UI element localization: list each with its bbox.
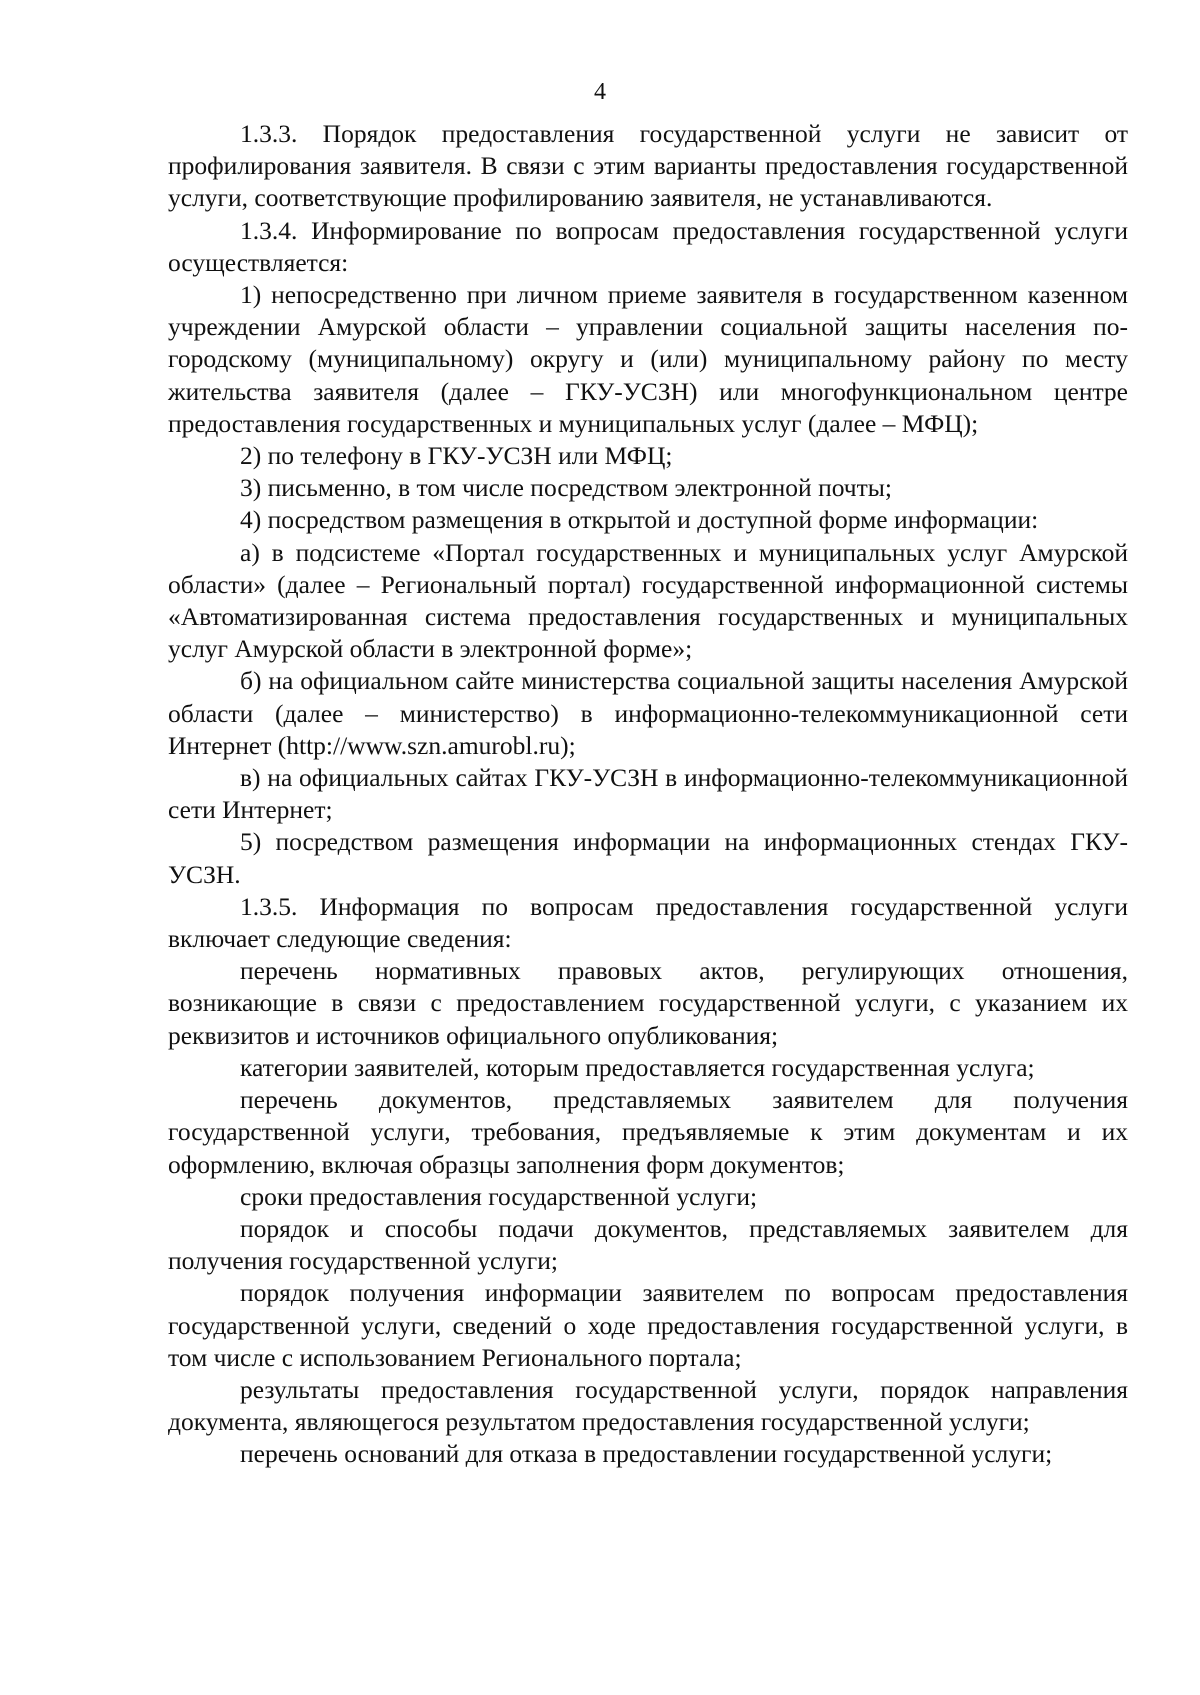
list-item-1: 1) непосредственно при личном приеме заявителя в государственном казенном учреждении Амурской области – управлении социальной защиты населения по-городскому (муниципальному) округу и (или) муниципальному району по месту жительства заявителя (далее – ГКУ-УСЗН) или многофункциональном центре предоставления государственных и муниципальных услуг (далее – МФЦ); xyxy=(168,280,1128,438)
document-body xyxy=(168,118,1128,1471)
list-item-4a: а) в подсистеме «Портал государственных и муниципальных услуг Амурской области» (далее – Региональный портал) государственной информационной системы «Автоматизированная система предоставления государственных и муниципальных услуг Амурской области в электронной форме»; xyxy=(168,537,1128,664)
info-item-results: результаты предоставления государственной услуги, порядок направления документа, являющегося результатом предоставления государственной услуги; xyxy=(168,1374,1128,1437)
list-item-5: 5) посредством размещения информации на информационных стендах ГКУ-УСЗН. xyxy=(168,827,1128,889)
list-item-3: 3) письменно, в том числе посредством электронной почты; xyxy=(240,473,892,503)
page-number: 4 xyxy=(594,79,606,105)
list-item-4: 4) посредством размещения в открытой и доступной форме информации: xyxy=(240,505,1039,535)
info-item-terms: сроки предоставления государственной услуги; xyxy=(240,1181,758,1211)
info-item-applicant-categories: категории заявителей, которым предоставляется государственная услуга; xyxy=(240,1052,1035,1082)
paragraph-1-3-5: 1.3.5. Информация по вопросам предоставления государственной услуги включает следующие сведения: xyxy=(168,891,1128,954)
info-item-information-procedure: порядок получения информации заявителем по вопросам предоставления государственной услуги, сведений о ходе предоставления государственной услуги, в том числе с использованием Регионального портала; xyxy=(168,1278,1128,1372)
list-item-4b: б) на официальном сайте министерства социальной защиты населения Амурской области (далее – министерство) в информационно-телекоммуникационной сети Интернет (http://www.szn.amurobl.ru); xyxy=(168,666,1128,760)
list-item-4v: в) на официальных сайтах ГКУ-УСЗН в информационно-телекоммуникационной сети Интернет; xyxy=(168,763,1128,825)
info-item-submission-procedure: порядок и способы подачи документов, представляемых заявителем для получения государственной услуги; xyxy=(168,1213,1128,1276)
list-item-2: 2) по телефону в ГКУ-УСЗН или МФЦ; xyxy=(240,441,673,471)
info-item-normative-acts: перечень нормативных правовых актов, регулирующих отношения, возникающие в связи с предоставлением государственной услуги, с указанием их реквизитов и источников официального опубликования; xyxy=(168,956,1128,1050)
paragraph-1-3-3: 1.3.3. Порядок предоставления государственной услуги не зависит от профилирования заявителя. В связи с этим варианты предоставления государственной услуги, соответствующие профилированию заявителя, не устанавливаются. xyxy=(168,119,1128,213)
paragraph-1-3-4: 1.3.4. Информирование по вопросам предоставления государственной услуги осуществляется: xyxy=(168,215,1128,277)
info-item-refusal-grounds: перечень оснований для отказа в предоставлении государственной услуги; xyxy=(240,1439,1053,1469)
info-item-documents-list: перечень документов, представляемых заявителем для получения государственной услуги, требования, предъявляемые к этим документам и их оформлению, включая образцы заполнения форм документов; xyxy=(168,1085,1128,1179)
